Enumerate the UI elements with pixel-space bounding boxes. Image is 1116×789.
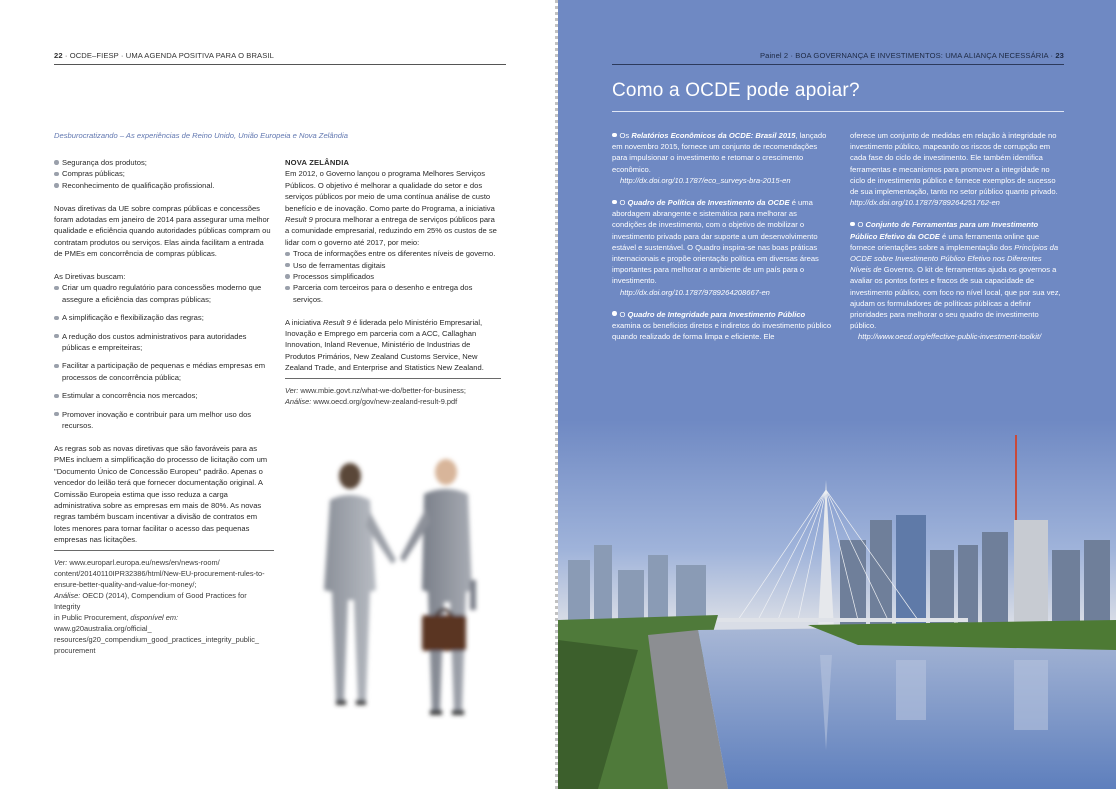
ref-text: OECD (2014), Compendium of Good Practices for Integrity (54, 590, 247, 611)
title-rule (612, 111, 1064, 112)
list-item: Parceria com terceiros para o desenho e entrega dos serviços. (285, 282, 501, 305)
list-item-continued: oferece um conjunto de medidas em relação à integridade no investimento público, mapeando os riscos de corrupção em cada fase do ciclo de investimento. Ele também identifica ferramentas e mecanismos para promover a integridade no ciclo de investimento público e fornece exemplos de sucesso de sua implementação, tanto no setor público quanto privado. http://dx.doi.org/10.1787/9789264251762-en (850, 131, 1058, 208)
eu-directives-paragraph: Novas diretivas da UE sobre compras públicas e concessões foram adotadas em janeiro de 2014 para assegurar uma melhor qualidade e eficiência quando autoridades públicas compram ou contratam produtos ou serviços. Elas ainda facilitam a entrada de PMEs em concorrência de compras públicas. (54, 203, 271, 259)
list-item: A redução dos custos administrativos para autoridades públicas e empreiteiras; (54, 331, 274, 354)
page-title: Como a OCDE pode apoiar? (612, 80, 860, 101)
link-text[interactable]: http://dx.doi.org/10.1787/9789264251762-en (850, 198, 1000, 208)
right-header-title: Painel 2 · BOA GOVERNANÇA E INVESTIMENTOS: UMA ALIANÇA NECESSÁRIA · (760, 51, 1054, 60)
left-header-rule (54, 64, 506, 65)
list-item: Estimular a concorrência nos mercados; (54, 390, 274, 401)
link-text[interactable]: procurement (54, 645, 96, 655)
list-item: O Quadro de Integridade para Investimento Público examina os benefícios diretos e indiretos do investimento público quando realizado de forma limpa e eficiente. Ele (612, 309, 832, 342)
new-zealand-heading: NOVA ZELÂNDIA (285, 158, 350, 167)
list-item: Criar um quadro regulatório para concessões moderno que assegure a eficiência das compras públicas; (54, 282, 274, 305)
list-item: Facilitar a participação de pequenas e médias empresas em processos de concorrência pública; (54, 360, 274, 383)
link-text[interactable]: www.oecd.org/gov/new-zealand-result-9.pdf (313, 396, 458, 406)
ref-label: Ver: (285, 385, 299, 395)
ref-label: Análise: (54, 590, 81, 600)
eu-references (54, 557, 274, 656)
list-item: A simplificação e flexibilização das regras; (54, 312, 274, 323)
section-subtitle: Desburocratizando – As experiências de Reino Unido, União Europeia e Nova Zelândia (54, 131, 348, 140)
right-page (558, 0, 1116, 789)
divider (285, 378, 501, 379)
link-text[interactable]: http://www.oecd.org/effective-public-investment-toolkit/ (858, 332, 1042, 342)
left-column-1 (54, 157, 274, 656)
ref-label: Análise: (285, 396, 312, 406)
list-item: O Conjunto de Ferramentas para um Investimento Público Efetivo da OCDE é uma ferramenta online que fornece orientações sobre a implementação dos Princípios da OCDE sobre Investimento Público Efetivo nos Diferentes Níveis de Governo. O kit de ferramentas ajuda os governos a avaliar os pontos fortes e fracos de sua capacidade de investimento público, com foco no nível local, que por sua vez, ajudam os formuladores de políticas públicas a definir prioridades para melhorar o seu quadro de investimento público. http://www.oecd.org/effective-public-investment-toolkit/ (850, 220, 1061, 342)
link-text[interactable]: content/20140110IPR32386/html/New-EU-procurement-rules-to- (54, 568, 265, 578)
cityscape-photo (558, 420, 1116, 789)
left-page-number: 22 (54, 51, 63, 60)
right-page-number: 23 (1055, 51, 1064, 60)
result9-paragraph: A iniciativa Result 9 é liderada pelo Ministério Empresarial, Inovação e Emprego em parceria com a ACC, Callaghan Innovation, Inland Revenue, Ministério de Industrias de Produtos Primários, New Zealand Customs Service, New Zealand Trade, and Enterprise and Statistics New Zealand. (285, 317, 484, 373)
link-text[interactable]: www.europarl.europa.eu/news/en/news-room/ (69, 557, 220, 567)
link-text[interactable]: http://dx.doi.org/10.1787/eco_surveys-bra-2015-en (620, 175, 791, 185)
list-item: Reconhecimento de qualificação profissional. (54, 180, 274, 191)
right-running-header (760, 51, 1064, 60)
new-zealand-paragraph: Em 2012, o Governo lançou o programa Melhores Serviços Públicos. O objetivo é melhorar a qualidade do setor e dos serviços públicos por meio de uma contínua análise de custo benefício e de inovação. Como parte do Programa, a iniciativa Result 9 procura melhorar a entrega de serviços públicos para a comunidade empresarial, reduzindo em 25% os custos de se lidar com o governo até 2017, por meio: (285, 169, 497, 247)
handshake-photo (300, 450, 500, 750)
list-item: Promover inovação e contribuir para um melhor uso dos recursos. (54, 409, 274, 432)
right-column-1 (612, 130, 832, 353)
left-column-2 (285, 157, 501, 407)
list-item: Processos simplificados (285, 271, 501, 282)
link-text[interactable]: www.g20australia.org/official_ (54, 623, 152, 633)
link-text[interactable]: resources/g20_compendium_good_practices_integrity_public_ (54, 634, 260, 644)
nz-references (285, 385, 501, 407)
ref-label: disponível em: (130, 612, 179, 622)
ref-label: Ver: (54, 557, 68, 567)
list-item: Os Relatórios Econômicos da OCDE: Brasil 2015, lançado em novembro 2015, fornece um conjunto de recomendações para impulsionar o investimento e retomar o crescimento econômico. http://dx.doi.org/10.1787/eco_surveys-bra-2015-en (612, 131, 827, 185)
sme-rules-paragraph: As regras sob as novas diretivas que são favoráveis para as PMEs incluem a simplificação do processo de licitação com um "Documento Único de Concessão Europeu" padrão. Apenas o vencedor do leilão terá que fornecer documentação original. A Comissão Europeia estima que isso reduza a carga administrativa sobre as empresas em mais de 80%. As novas regras também buscam incentivar a divisão de contratos em lotes menores para tornar facilitar o acesso das pequenas empresas nas licitações. (54, 443, 268, 545)
list-item: Uso de ferramentas digitais (285, 260, 501, 271)
list-item: O Quadro de Política de Investimento da OCDE é uma abordagem abrangente e sistemática para melhorar as condições de investimento, com o objetivo de mobilizar o investimento privado para dar suporte a um desenvolvimento estável e sustentável. O Quadro inspira-se nas boas práticas internacionais e propõe orientação política em diversas áreas importantes para melhorar o ambiente de um país para o investimento. http://dx.doi.org/10.1787/9789264208667-en (612, 198, 819, 297)
divider (54, 550, 274, 551)
directives-heading: As Diretivas buscam: (54, 272, 126, 282)
right-column-2 (850, 130, 1062, 354)
list-item: Segurança dos produtos; (54, 157, 274, 168)
left-running-header (54, 51, 274, 60)
left-header-title: · OCDE–FIESP · UMA AGENDA POSITIVA PARA O BRASIL (64, 51, 274, 60)
link-text[interactable]: ensure-better-quality-and-value-for-money/; (54, 579, 197, 589)
link-text[interactable]: http://dx.doi.org/10.1787/9789264208667-en (620, 287, 770, 297)
list-item: Troca de informações entre os diferentes níveis de governo. (285, 248, 501, 259)
right-header-rule (612, 64, 1064, 65)
list-item: Compras públicas; (54, 168, 274, 179)
ref-text: in Public Procurement, (54, 612, 129, 622)
link-text[interactable]: www.mbie.govt.nz/what-we-do/better-for-business; (300, 385, 466, 395)
